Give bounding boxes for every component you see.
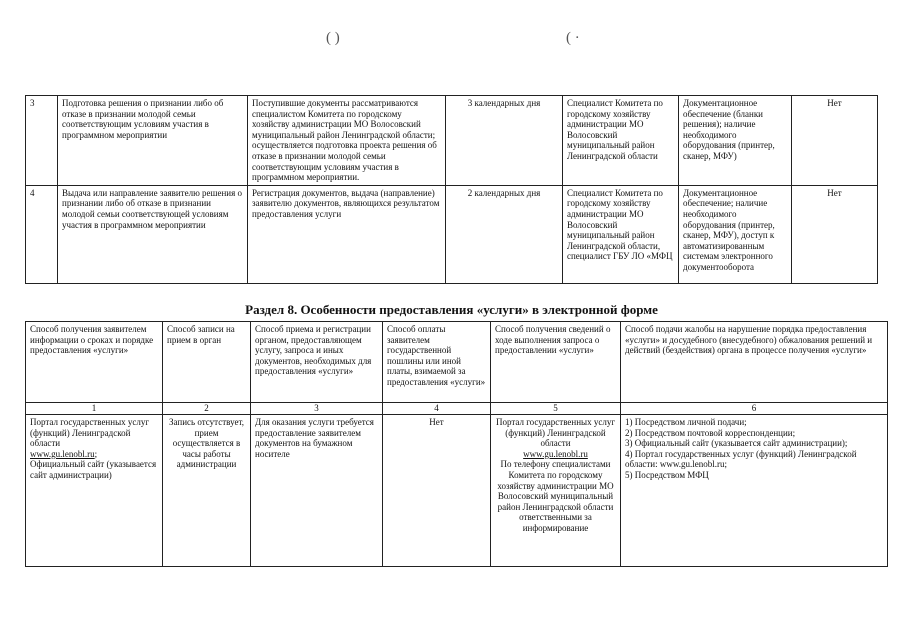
table-row (26, 415, 888, 567)
header-cell: Способ подачи жалобы на нарушение порядка предоставления «услуги» и досудебного (внесудебного) обжалования решений и действий (бездействия) органа в процессе получения «услуги» (621, 322, 888, 403)
complaint-method-cell (621, 415, 888, 567)
complaint-item: 3) Официальный сайт (указывается сайт администрации); (625, 438, 848, 449)
column-number: 4 (383, 403, 491, 415)
procedure-term: 3 календарных дня (446, 96, 563, 186)
electronic-form-table (25, 321, 888, 567)
portal-link[interactable]: www.gu.lenobl.ru (30, 448, 95, 459)
submission-method-cell: Для оказания услуги требуется предоставление заявителем документов на бумажном носителе (251, 415, 383, 567)
scan-mark-left: ( ) (326, 30, 340, 46)
complaint-item: 1) Посредством личной подачи; (625, 417, 747, 427)
procedure-name: Выдача или направление заявителю решения о признании либо об отказе в признании молодой семьи соответствующей условиям участия в программном мероприятии (58, 185, 248, 283)
section-title: Раздел 8. Особенности предоставления «услуги» в электронной форме (245, 302, 658, 317)
portal-link[interactable]: www.gu.lenobl.ru (523, 448, 588, 459)
header-cell: Способ приема и регистрации органом, предоставляющем услугу, запроса и иных документов, необходимых для предоставления «услуги» (251, 322, 383, 403)
procedure-resources: Документационное обеспечение; наличие необходимого оборудования (принтер, сканер, МФУ), доступ к автоматизированным системам электронного документооборота (679, 185, 792, 283)
column-number-row (26, 403, 888, 415)
procedure-resources: Документационное обеспечение (бланки решения); наличие необходимого оборудования (принтер, сканер, МФУ) (679, 96, 792, 186)
row-number: 3 (26, 96, 58, 186)
column-number: 3 (251, 403, 383, 415)
complaint-item: 4) Портал государственных услуг (функций) Ленинградской области: www.gu.lenobl.ru; (625, 448, 857, 470)
procedures-table (25, 95, 878, 284)
procedure-description: Регистрация документов, выдача (направление) заявителю документов, являющихся результатом предоставления услуги (248, 185, 446, 283)
procedure-description: Поступившие документы рассматриваются специалистом Комитета по городскому хозяйству администрации МО Волосовский муниципальный район Ленинградской области; осуществляется подготовка проекта решения об отказе в признании молодой семьи соответствующим условиям участия в программном мероприятии. (248, 96, 446, 186)
header-cell: Способ получения заявителем информации о сроках и порядке предоставления «услуги» (26, 322, 163, 403)
column-number: 6 (621, 403, 888, 415)
complaint-item: 5) Посредством МФЦ (625, 469, 709, 480)
table-row (26, 185, 878, 283)
phone-info-text: По телефону специалистами Комитета по городскому хозяйству администрации МО Волосовский муниципальный район Ленинградской области ответственными за информирование (497, 459, 614, 533)
header-cell: Способ получения сведений о ходе выполнения запроса о предоставлении «услуги» (491, 322, 621, 403)
header-cell: Способ оплаты заявителем государственной пошлины или иной платы, взимаемой за предоставления «услуги» (383, 322, 491, 403)
procedure-executor: Специалист Комитета по городскому хозяйству администрации МО Волосовский муниципальный район Ленинградской области (563, 96, 679, 186)
column-number: 5 (491, 403, 621, 415)
row-number: 4 (26, 185, 58, 283)
complaint-item: 2) Посредством почтовой корреспонденции; (625, 427, 796, 438)
column-number: 2 (163, 403, 251, 415)
table-row (26, 96, 878, 186)
procedure-executor: Специалист Комитета по городскому хозяйству администрации МО Волосовский муниципальный район Ленинградской области, специалист ГБУ ЛО «МФЦ (563, 185, 679, 283)
procedure-forms: Нет (792, 185, 878, 283)
portal-text: Портал государственных услуг (функций) Ленинградской области (30, 417, 150, 449)
procedure-forms: Нет (792, 96, 878, 186)
header-cell: Способ записи на прием в орган (163, 322, 251, 403)
payment-method-cell: Нет (383, 415, 491, 567)
info-method-cell (26, 415, 163, 567)
scan-mark-right: ( · (566, 30, 580, 46)
link-suffix: ; (94, 448, 98, 459)
procedure-name: Подготовка решения о признании либо об отказе в признании молодой семьи соответствующим условиям участия в программном мероприятии (58, 96, 248, 186)
appointment-method-cell: Запись отсутствует, прием осуществляется в часы работы администрации (163, 415, 251, 567)
column-number: 1 (26, 403, 163, 415)
procedure-term: 2 календарных дня (446, 185, 563, 283)
table-header-row (26, 322, 888, 403)
status-method-cell (491, 415, 621, 567)
portal-text: Портал государственных услуг (функций) Ленинградской области (495, 417, 616, 449)
official-site-text: Официальный сайт (указывается сайт администрации) (30, 459, 157, 480)
